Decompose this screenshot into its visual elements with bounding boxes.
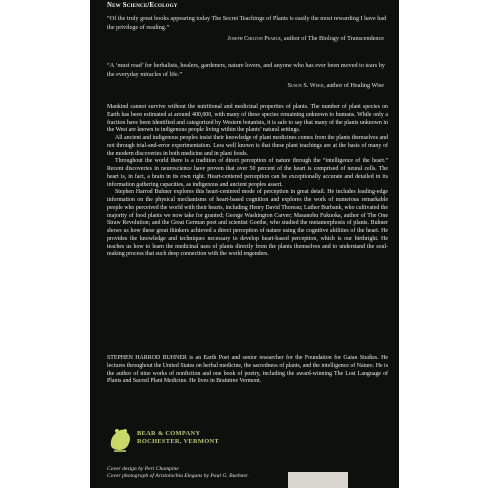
publisher-block: [137, 430, 219, 447]
back-cover: [90, 0, 399, 488]
quote-attribution: [107, 82, 387, 91]
quote-author: Joseph Chilton Pearce: [227, 35, 281, 43]
quote-attribution: [107, 35, 387, 44]
bear-logo-icon: [108, 426, 132, 454]
paragraph: Stephen Harrod Buhner explores this heart-centered mode of perception in great detail. He includes leading-edge information on the physical mechanisms of heart-based cognition and explores the work of numerous remarkable people who perceived the world with their hearts, including Henry David Thoreau; Luther Burbank, who cultivated the majority of food plants we now take for granted; George Washington Carver; Masanobu Fukuoka, author of The One Straw Revolution; and the Great German poet and scientist Goethe, who studied the metamorphosis of plants. Buhner shows us how these great thinkers achieved a direct perception of nature using the cognitive abilities of the heart. He provides the knowledge and techniques necessary to develop heart-based perception, which is our birthright. He teaches us how to learn the medicinal uses of plants directly from the plants themselves and to understand the soul-making process that such deep connection with the world engenders.: [107, 189, 388, 258]
credit-line: Cover photograph of Aristolochia Elegans by Paul G. Buehner: [107, 473, 249, 480]
blurb-quote-2: [107, 62, 387, 91]
publisher-location: ROCHESTER, VERMONT: [137, 438, 219, 446]
barcode-area: [288, 472, 348, 488]
paragraph: All ancient and indigenous peoples insist their knowledge of plant medicines comes from the plants themselves and not through trial-and-error experimentation. Less well known is that these plant teachings are at the basis of many of the modern discoveries in both medicine and in plant foods.: [107, 135, 388, 157]
bio-paragraph: STEPHEN HARROD BUHNER is an Earth Poet and senior researcher for the Foundation for Gaian Studies. He lectures throughout the United States on herbal medicine, the sacredness of plants, and the intelligence of Nature. He is the author of nine works of nonfiction and one book of poetry, including the award-winning The Lost Language of Plants and Sacred Plant Medicine. He lives in Braintree Vermont.: [107, 355, 388, 385]
description: [107, 104, 388, 259]
quote-author: Susun S. Weed: [287, 82, 324, 90]
publisher-name: BEAR & COMPANY: [137, 430, 201, 437]
blurb-quote-1: [107, 15, 387, 44]
quote-text: “A ‘must read’ for herbalists, healers, gardeners, nature lovers, and anyone who has ever been moved to tears by the everyday miracles of life.”: [107, 62, 385, 78]
paragraph: Mankind cannot survive without the nutritional and medicinal properties of plants. The number of plant species on Earth has been estimated at around 400,000, with many of these species remaining unknown to humans. While only a fraction have been identified and categorized by Western botanists, it is safe to say that many of the plants unknown in the West are known to indigenous people living within the plants’ natural settings.: [107, 104, 388, 134]
quote-source: , author of The Biology of Transcendence: [280, 35, 384, 43]
author-bio: [107, 355, 388, 386]
quote-text: “Of the truly great books appearing today The Secret Teachings of Plants is easily the most rewarding I have had the privilege of reading.”: [107, 15, 387, 31]
category-label: New Science/Ecology: [107, 2, 178, 9]
paragraph: Throughout the world there is a tradition of direct perception of nature through the “intelligence of the heart.” Recent discoveries in neuroscience have proven that over 50 percent of the heart is comprised of neural cells. The heart is, in fact, a brain in its own right. Heart-centered perception can be exceptionally accurate and detailed in its information gathering capacities, as indigenous and ancient peoples assert.: [107, 158, 388, 188]
credit-line: Cover design by Peri Champine: [107, 466, 179, 472]
quote-source: , author of Healing Wise: [323, 82, 384, 90]
